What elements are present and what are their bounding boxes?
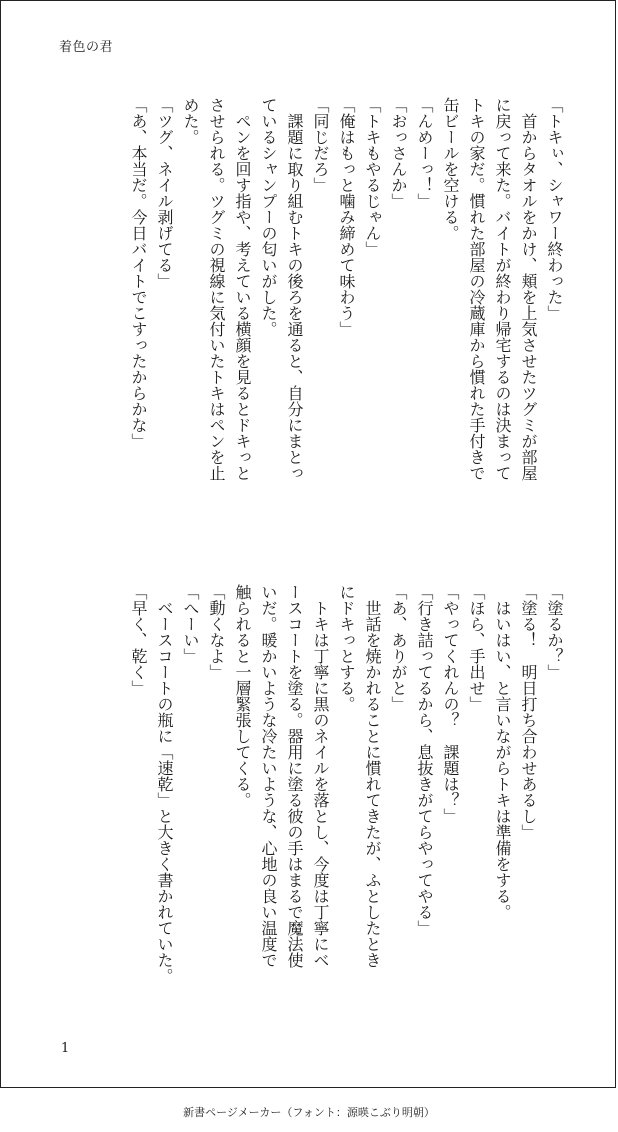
text-line: 世話を焼かれることに慣れてきたが、ふとしたとき (363, 584, 382, 968)
text-line: 「んめーっ！」 (415, 97, 434, 209)
text-line: 「早く、乾く」 (129, 584, 148, 696)
text-line: 「やってくれんの？ 課題は？」 (441, 584, 460, 824)
text-line: 「あ、ありがと」 (389, 584, 408, 712)
text-line: 「ほら、手出せ」 (467, 584, 486, 712)
text-line: トキは丁寧に黒のネイルを落とし、今度は丁寧にベ (311, 584, 330, 968)
text-line: に戻って来た。バイトが終わり帰宅するのは決まって (493, 97, 512, 481)
text-line: 首からタオルをかけ、頬を上気させたツグミが部屋 (519, 97, 538, 481)
text-line: 課題に取り組むトキの後ろを通ると、自分にまとっ (285, 97, 304, 481)
text-line: 「トキぃ、シャワー終わった」 (545, 97, 564, 321)
text-line: ペンを回す指や、考えている横顔を見るとドキっと (233, 97, 252, 481)
text-line: ースコートを塗る。器用に塗る彼の手はまるで魔法使 (285, 584, 304, 968)
text-line: ベースコートの瓶に「速乾」と大きく書かれていた。 (155, 584, 174, 984)
text-line: 「同じだろ」 (311, 97, 330, 193)
text-line: 「行き詰ってるから、息抜きがてらやってやる」 (415, 584, 434, 936)
text-line: 「俺はもっと噛み締めて味わう」 (337, 97, 356, 337)
text-line: 「トキもやるじゃん」 (363, 97, 382, 257)
text-block-bottom (125, 584, 567, 1024)
text-line: はいはい、と言いながらトキは準備をする。 (493, 584, 512, 920)
text-line: 触られると一層緊張してくる。 (233, 584, 252, 808)
text-line: いだ。暖かいような冷たいような、心地の良い温度で (259, 584, 278, 968)
footer-caption: 新書ページメーカー（フォント：源暎こぶり明朝） (183, 1106, 435, 1119)
text-line: 「おっさんか」 (389, 97, 408, 209)
text-line: 「塗るか？」 (545, 584, 564, 680)
text-block-top (125, 97, 567, 537)
text-line: 缶ビールを空ける。 (441, 97, 460, 241)
page-title: 着色の君 (59, 40, 114, 55)
text-line: 「あ、本当だ。今日バイトでこすったからかな」 (129, 97, 148, 449)
text-line: 「ツグ、ネイル剥げてる」 (155, 97, 174, 289)
text-line: 「へーい」 (181, 584, 200, 664)
text-line: トキの家だ。慣れた部屋の冷蔵庫から慣れた手付きで (467, 97, 486, 481)
text-line: 「動くなよ」 (207, 584, 226, 680)
text-line: ているシャンプーの匂いがした。 (259, 97, 278, 337)
text-line: にドキっとする。 (337, 584, 356, 712)
text-line: めた。 (181, 97, 200, 145)
page-number: 1 (61, 1041, 70, 1056)
text-line: 「塗る！ 明日打ち合わせあるし」 (519, 584, 538, 840)
text-line: させられる。ツグミの視線に気付いたトキはペンを止 (207, 97, 226, 481)
